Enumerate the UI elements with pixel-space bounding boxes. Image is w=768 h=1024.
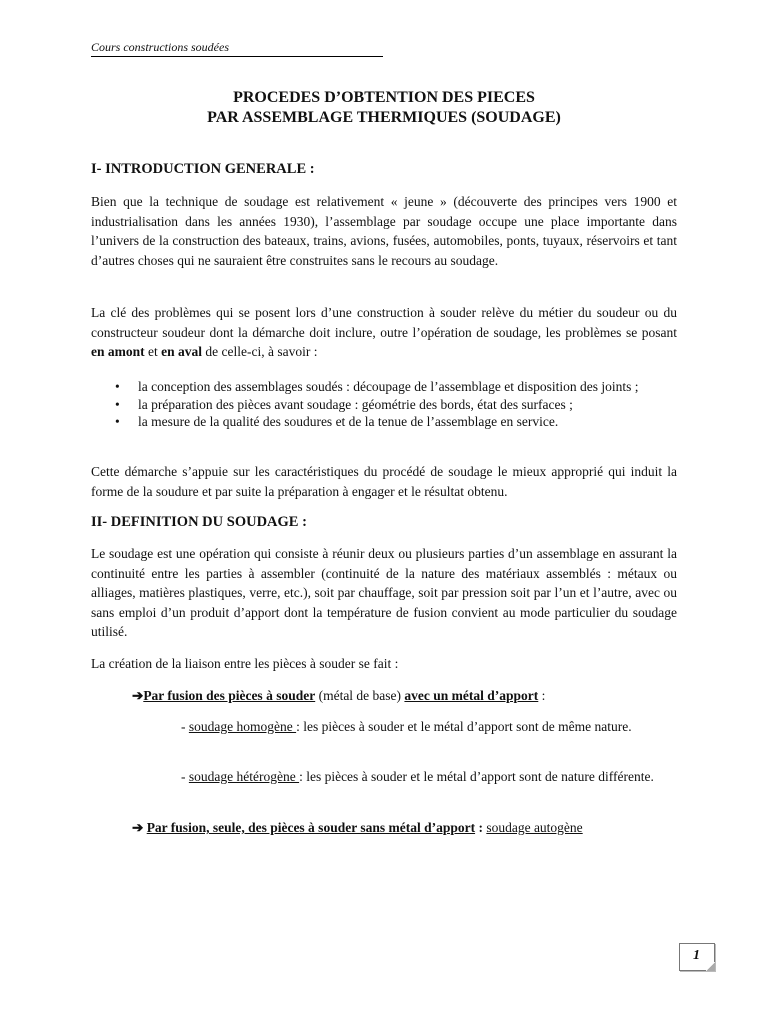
definition-paragraph-1: Le soudage est une opération qui consiste à réunir deux ou plusieurs parties d’un assemblage en assurant la continuité entre les parties à assembler (continuité de la nature des matériaux assemblés : métaux ou alliages, matières plastiques, verre, etc.), soit par chauffage, soit par pression soit par l’un et l’autre, avec ou sans emploi d’un produit d’apport dont la température de fusion convient au mode particulier du soudage utilisé. xyxy=(91,546,677,640)
bullet-icon: • xyxy=(115,396,120,412)
list-item: • la mesure de la qualité des soudures et de la tenue de l’assemblage en service. xyxy=(115,414,559,429)
list-item: • la conception des assemblages soudés : découpage de l’assemblage et disposition des joints ; xyxy=(115,379,639,394)
term-soudage-heterogene: soudage hétérogène xyxy=(188,769,300,784)
intro-paragraph-3: Cette démarche s’appuie sur les caractéristiques du procédé de soudage le mieux approprié qui induit la forme de la soudure et par suite la préparation à engager et le résultat obtenu. xyxy=(91,464,677,499)
term-soudage-autogene: soudage autogène xyxy=(486,820,583,835)
homogeneous-welding-item: - soudage homogène : les pièces à souder et le métal d’apport sont de même nature. xyxy=(181,719,632,734)
term-soudage-homogene: soudage homogène xyxy=(188,719,297,734)
section-heading-definition: II- DEFINITION DU SOUDAGE : xyxy=(91,514,307,530)
requirements-list xyxy=(91,379,677,432)
intro-paragraph-2: La clé des problèmes qui se posent lors d’une construction à souder relève du métier du soudeur ou du constructeur soudeur dont la démarche doit inclure, outre l’opération de soudage, les problèmes se posant en amont et en aval de celle-ci, à savoir : xyxy=(91,305,677,360)
fusion-without-filler-line: ➔ Par fusion, seule, des pièces à souder sans métal d’apport : soudage autogène xyxy=(132,820,583,835)
arrow-right-icon: ➔ xyxy=(132,688,144,703)
section-heading-introduction: I- INTRODUCTION GENERALE : xyxy=(91,161,315,177)
title-line-2: PAR ASSEMBLAGE THERMIQUES (SOUDAGE) xyxy=(207,109,561,126)
list-item: • la préparation des pièces avant soudage : géométrie des bords, état des surfaces ; xyxy=(115,396,573,412)
document-title xyxy=(91,88,677,128)
emphasis-en-amont: en amont xyxy=(91,344,145,360)
running-header xyxy=(91,40,383,57)
course-title: Cours constructions soudées xyxy=(91,40,229,54)
arrow-right-icon: ➔ xyxy=(132,820,144,835)
bullet-icon: • xyxy=(115,379,120,394)
bullet-icon: • xyxy=(115,414,120,429)
heterogeneous-welding-item: - soudage hétérogène : les pièces à souder et le métal d’apport sont de nature différente. xyxy=(181,769,654,784)
page-number-box xyxy=(679,943,715,971)
definition-paragraph-2: La création de la liaison entre les pièces à souder se fait : xyxy=(91,656,399,671)
emphasis-en-aval: en aval xyxy=(161,344,203,360)
page-curl-icon xyxy=(706,962,715,971)
intro-paragraph-1: Bien que la technique de soudage est relativement « jeune » (découverte des principes vers 1900 et industrialisation dans les années 1930), l’assemblage par soudage occupe une place importante dans l’univers de la construction des bateaux, trains, avions, fusées, automobiles, ponts, tuyaux, réservoirs et tant d’autres choses qui ne sauraient être construites sans le recours au soudage. xyxy=(91,194,677,268)
page-number: 1 xyxy=(693,948,700,963)
title-line-1: PROCEDES D’OBTENTION DES PIECES xyxy=(233,89,535,106)
fusion-with-filler-line: ➔Par fusion des pièces à souder (métal de base) avec un métal d’apport : xyxy=(132,688,546,703)
